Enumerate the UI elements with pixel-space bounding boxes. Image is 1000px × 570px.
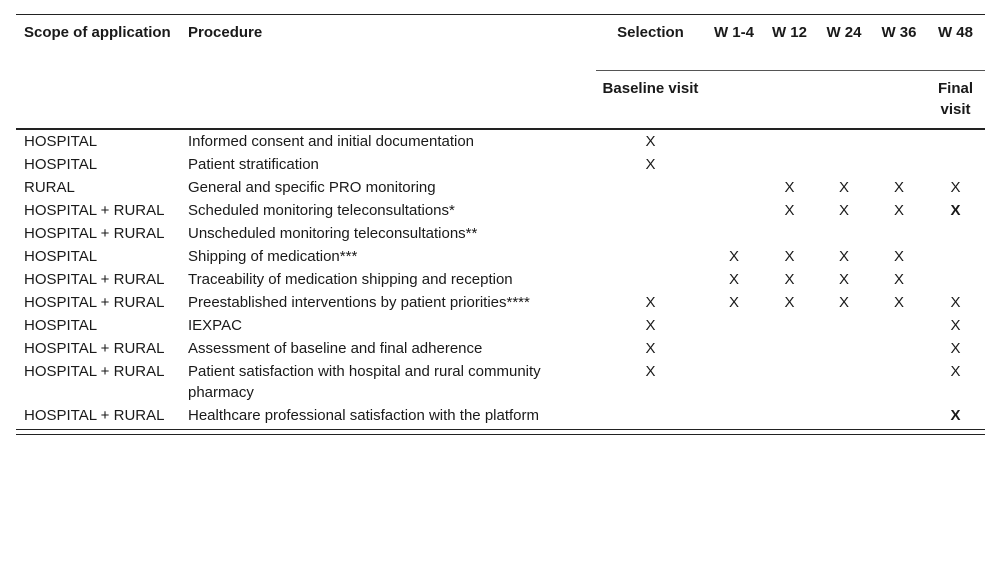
cell-mark-w1-4: X: [728, 294, 739, 311]
cell-mark-w48: [926, 245, 985, 268]
cell-procedure: Informed consent and initial documentation: [188, 133, 475, 150]
cell-procedure: Patient satisfaction with hospital and rural community pharmacy: [188, 363, 541, 401]
schedule-table: [16, 14, 985, 429]
cell-mark-w12: [763, 337, 816, 360]
cell-mark-selection: [596, 404, 705, 429]
header-scope: Scope of application: [24, 24, 171, 41]
cell-procedure: Preestablished interventions by patient priorities****: [188, 294, 530, 311]
header-w12: W 12: [771, 24, 807, 41]
cell-mark-w1-4: X: [728, 271, 739, 288]
cell-mark-w48: [926, 222, 985, 245]
cell-mark-w48: [926, 153, 985, 176]
cell-mark-w24: X: [838, 179, 849, 196]
cell-mark-selection: [596, 268, 705, 291]
cell-scope: HOSPITAL: [24, 156, 98, 173]
table-bottom-rule: [16, 429, 985, 435]
cell-scope: HOSPITAL + RURAL: [24, 340, 165, 357]
cell-scope: HOSPITAL + RURAL: [24, 225, 165, 242]
cell-mark-w48: X: [950, 202, 961, 219]
cell-mark-w36: [872, 153, 926, 176]
cell-mark-w12: X: [784, 248, 795, 265]
cell-procedure: Scheduled monitoring teleconsultations*: [188, 202, 455, 219]
cell-mark-w1-4: [705, 153, 763, 176]
cell-scope: HOSPITAL + RURAL: [24, 202, 165, 219]
cell-mark-w12: [763, 153, 816, 176]
table-row: [16, 291, 985, 314]
cell-mark-selection: [596, 176, 705, 199]
cell-mark-w1-4: [705, 314, 763, 337]
cell-mark-w24: X: [838, 271, 849, 288]
cell-mark-w1-4: X: [728, 248, 739, 265]
cell-mark-w24: X: [838, 202, 849, 219]
table-body: [16, 129, 985, 429]
cell-mark-w12: X: [784, 179, 795, 196]
header-w1-4: W 1-4: [713, 24, 754, 41]
cell-scope: HOSPITAL + RURAL: [24, 407, 165, 424]
cell-scope: HOSPITAL + RURAL: [24, 294, 165, 311]
cell-mark-w12: X: [784, 202, 795, 219]
cell-mark-selection: [596, 199, 705, 222]
cell-procedure: Unscheduled monitoring teleconsultations**: [188, 225, 478, 242]
table-row: [16, 129, 985, 153]
header-row-periods: [16, 15, 985, 71]
cell-mark-w48: X: [950, 363, 961, 380]
cell-scope: HOSPITAL: [24, 317, 98, 334]
cell-mark-w48: X: [950, 317, 961, 334]
cell-mark-w24: X: [838, 248, 849, 265]
cell-mark-selection: X: [645, 294, 656, 311]
cell-mark-w1-4: [705, 360, 763, 404]
header-procedure: Procedure: [188, 24, 263, 41]
cell-scope: HOSPITAL: [24, 248, 98, 265]
cell-mark-w1-4: [705, 337, 763, 360]
cell-mark-selection: X: [645, 317, 656, 334]
cell-mark-w36: X: [893, 202, 904, 219]
cell-mark-selection: X: [645, 133, 656, 150]
table-row: [16, 222, 985, 245]
header-selection: Selection: [617, 24, 684, 41]
table-row: [16, 199, 985, 222]
table-row: [16, 337, 985, 360]
table-row: [16, 176, 985, 199]
cell-mark-w12: [763, 360, 816, 404]
cell-mark-w48: X: [950, 294, 961, 311]
cell-mark-w24: [816, 337, 872, 360]
cell-procedure: Assessment of baseline and final adherence: [188, 340, 483, 357]
cell-mark-selection: [596, 222, 705, 245]
header-w36: W 36: [881, 24, 917, 41]
cell-mark-w48: [926, 129, 985, 153]
cell-mark-w24: X: [838, 294, 849, 311]
table-row: [16, 360, 985, 404]
cell-mark-w48: X: [950, 179, 961, 196]
schedule-table-container: [16, 14, 985, 429]
cell-mark-w24: [816, 404, 872, 429]
cell-mark-w36: [872, 337, 926, 360]
cell-mark-w1-4: [705, 222, 763, 245]
header-w48: W 48: [937, 24, 973, 41]
cell-mark-w24: [816, 222, 872, 245]
cell-procedure: Traceability of medication shipping and reception: [188, 271, 513, 288]
cell-mark-w24: [816, 153, 872, 176]
header-row-visits: [16, 71, 985, 130]
cell-mark-w1-4: [705, 176, 763, 199]
cell-procedure: IEXPAC: [188, 317, 242, 334]
cell-mark-w24: [816, 129, 872, 153]
cell-procedure: General and specific PRO monitoring: [188, 179, 436, 196]
cell-mark-w12: [763, 404, 816, 429]
table-row: [16, 153, 985, 176]
cell-mark-w12: X: [784, 271, 795, 288]
cell-scope: HOSPITAL: [24, 133, 98, 150]
cell-mark-w24: [816, 360, 872, 404]
header-final-visit: Final visit: [926, 71, 985, 130]
cell-mark-selection: X: [645, 363, 656, 380]
cell-mark-w36: X: [893, 179, 904, 196]
cell-mark-selection: X: [645, 340, 656, 357]
cell-mark-w36: [872, 222, 926, 245]
cell-mark-w36: [872, 360, 926, 404]
cell-mark-w12: [763, 129, 816, 153]
cell-scope: HOSPITAL + RURAL: [24, 363, 165, 380]
header-w24: W 24: [826, 24, 862, 41]
cell-mark-w12: [763, 314, 816, 337]
cell-mark-w36: [872, 129, 926, 153]
cell-mark-w36: [872, 404, 926, 429]
cell-procedure: Patient stratification: [188, 156, 319, 173]
cell-mark-w1-4: [705, 199, 763, 222]
cell-mark-w12: X: [784, 294, 795, 311]
cell-procedure: Shipping of medication***: [188, 248, 358, 265]
table-row: [16, 245, 985, 268]
cell-mark-selection: [596, 245, 705, 268]
table-row: [16, 314, 985, 337]
cell-mark-w1-4: [705, 404, 763, 429]
cell-mark-w48: [926, 268, 985, 291]
cell-mark-w36: X: [893, 248, 904, 265]
table-row: [16, 404, 985, 429]
cell-mark-w24: [816, 314, 872, 337]
cell-scope: RURAL: [24, 179, 75, 196]
cell-mark-w1-4: [705, 129, 763, 153]
cell-mark-w48: X: [950, 407, 961, 424]
cell-mark-w36: X: [893, 294, 904, 311]
cell-scope: HOSPITAL + RURAL: [24, 271, 165, 288]
cell-mark-w36: [872, 314, 926, 337]
cell-mark-w48: X: [950, 340, 961, 357]
cell-mark-w36: X: [893, 271, 904, 288]
cell-procedure: Healthcare professional satisfaction with the platform: [188, 407, 540, 424]
cell-mark-w12: [763, 222, 816, 245]
table-row: [16, 268, 985, 291]
cell-mark-selection: X: [645, 156, 656, 173]
header-baseline-visit: Baseline visit: [596, 71, 705, 130]
